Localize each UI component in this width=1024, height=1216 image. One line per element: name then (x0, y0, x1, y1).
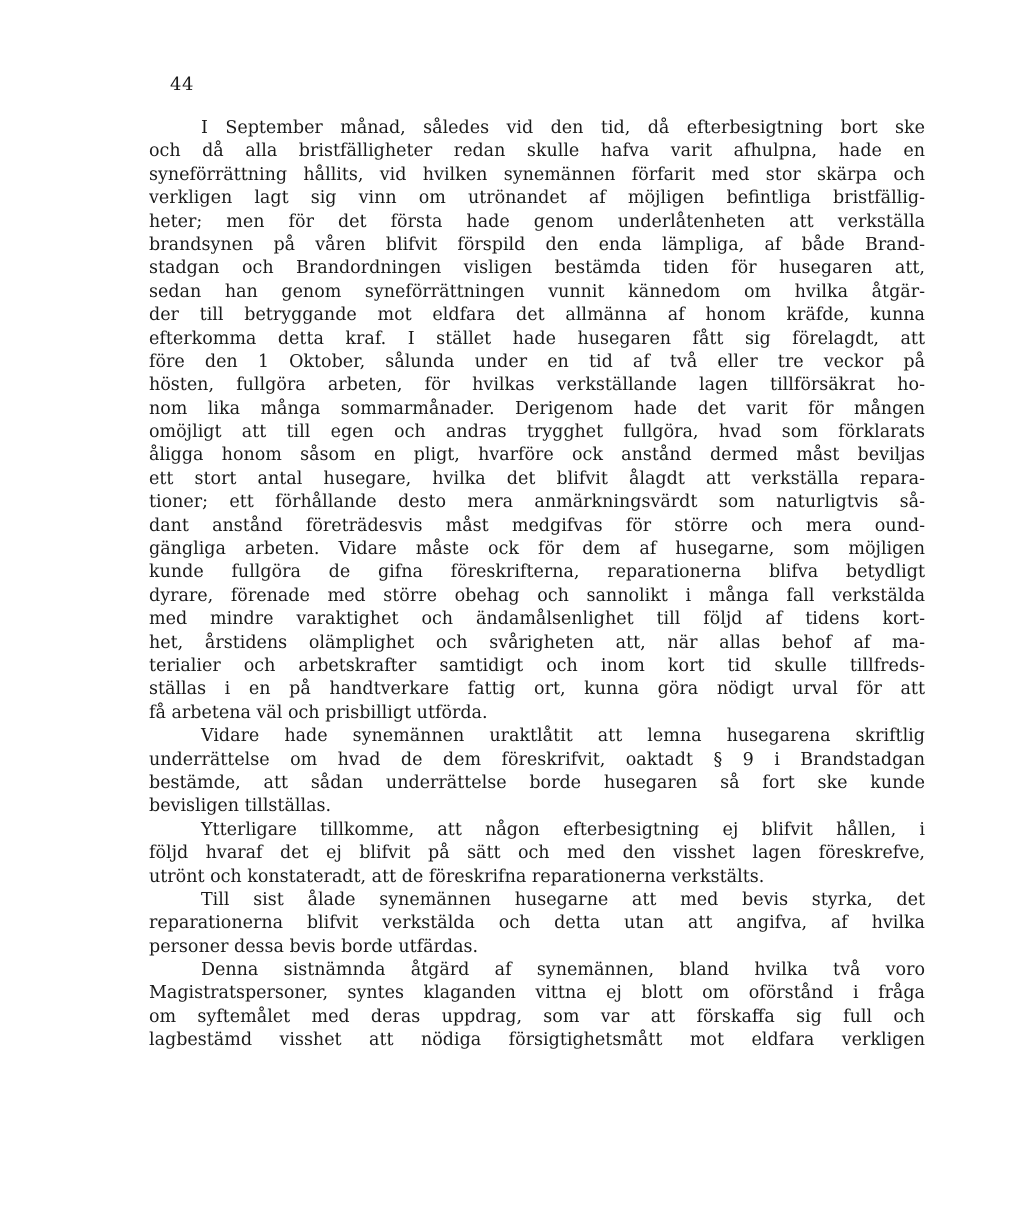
text-line: med mindre varaktighet och ändamålsenlighet till följd af tidens kort- (149, 609, 925, 630)
text-line: I September månad, således vid den tid, då efterbesigtning bort ske (201, 118, 925, 138)
paragraph (149, 959, 925, 1053)
text-line: om syftemålet med deras uppdrag, som var att förskaffa sig full och (149, 1006, 925, 1027)
text-line: ett stort antal husegare, hvilka det blifvit ålagdt att verkställa repara- (149, 468, 925, 489)
page-number: 44 (170, 74, 194, 95)
text-line: dant anstånd företrädesvis måst medgifvas för större och mera ound- (149, 515, 925, 536)
text-line: hösten, fullgöra arbeten, för hvilkas verkställande lagen tillförsäkrat ho- (149, 375, 925, 396)
text-line: Till sist ålade synemännen husegarne att med bevis styrka, det (201, 889, 925, 910)
text-line: tioner; ett förhållande desto mera anmärkningsvärdt som naturligtvis så- (149, 492, 925, 513)
text-line: bestämde, att sådan underrättelse borde husegaren så fort ske kunde (149, 772, 925, 793)
text-line: sedan han genom syneförrättningen vunnit kännedom om hvilka åtgär- (149, 281, 925, 302)
text-line: åligga honom såsom en pligt, hvarföre ock anstånd dermed måst beviljas (149, 445, 925, 466)
body-text (149, 117, 925, 1053)
text-line: Vidare hade synemännen uraktlåtit att lemna husegarena skriftlig (201, 726, 925, 747)
text-line: der till betryggande mot eldfara det allmänna af honom kräfde, kunna (149, 305, 925, 326)
text-line: syneförrättning hållits, vid hvilken synemännen förfarit med stor skärpa och (149, 164, 925, 185)
text-line: dyrare, förenade med större obehag och sannolikt i många fall verkstälda (149, 585, 925, 606)
paragraph (149, 889, 925, 959)
text-line: nom lika många sommarmånader. Derigenom hade det varit för mången (149, 398, 925, 419)
text-line: brandsynen på våren blifvit förspild den enda lämpliga, af både Brand- (149, 234, 925, 255)
text-line: personer dessa bevis borde utfärdas. (149, 936, 479, 957)
text-line: omöjligt att till egen och andras trygghet fullgöra, hvad som förklarats (149, 422, 925, 443)
text-line: efterkomma detta kraf. I stället hade husegaren fått sig förelagdt, att (149, 328, 925, 349)
text-line: få arbetena väl och prisbilligt utförda. (149, 702, 488, 723)
text-line: Denna sistnämnda åtgärd af synemännen, bland hvilka två voro (201, 960, 925, 981)
text-line: reparationerna blifvit verkstälda och detta utan att angifva, af hvilka (149, 913, 925, 934)
paragraph (149, 117, 925, 725)
text-line: underrättelse om hvad de dem föreskrifvit, oaktadt § 9 i Brandstadgan (149, 749, 925, 770)
text-line: heter; men för det första hade genom underlåtenheten att verkställa (149, 211, 925, 232)
text-line: terialier och arbetskrafter samtidigt och inom kort tid skulle tillfreds- (149, 655, 925, 676)
text-line: bevisligen tillställas. (149, 796, 332, 817)
text-line: följd hvaraf det ej blifvit på sätt och med den visshet lagen föreskrefve, (149, 843, 925, 864)
text-line: före den 1 Oktober, sålunda under en tid af två eller tre veckor på (149, 351, 925, 372)
text-line: ställas i en på handtverkare fattig ort, kunna göra nödigt urval för att (149, 679, 925, 700)
text-line: utrönt och konstateradt, att de föreskrifna reparationerna verkstälts. (149, 866, 765, 887)
paragraph (149, 725, 925, 819)
text-line: och då alla bristfälligheter redan skulle hafva varit afhulpna, hade en (149, 141, 925, 162)
text-line: gängliga arbeten. Vidare måste ock för dem af husegarne, som möjligen (149, 539, 925, 560)
paragraph (149, 819, 925, 889)
text-line: verkligen lagt sig vinn om utrönandet af möjligen befintliga bristfällig- (149, 188, 925, 209)
text-line: kunde fullgöra de gifna föreskrifterna, reparationerna blifva betydligt (149, 562, 925, 583)
text-line: het, årstidens olämplighet och svårigheten att, när allas behof af ma- (149, 632, 925, 653)
text-line: stadgan och Brandordningen visligen bestämda tiden för husegaren att, (149, 258, 925, 279)
text-line: lagbestämd visshet att nödiga försigtighetsmått mot eldfara verkligen (149, 1030, 925, 1051)
text-line: Ytterligare tillkomme, att någon efterbesigtning ej blifvit hållen, i (201, 819, 925, 840)
text-line: Magistratspersoner, syntes klaganden vittna ej blott om oförstånd i fråga (149, 983, 925, 1004)
